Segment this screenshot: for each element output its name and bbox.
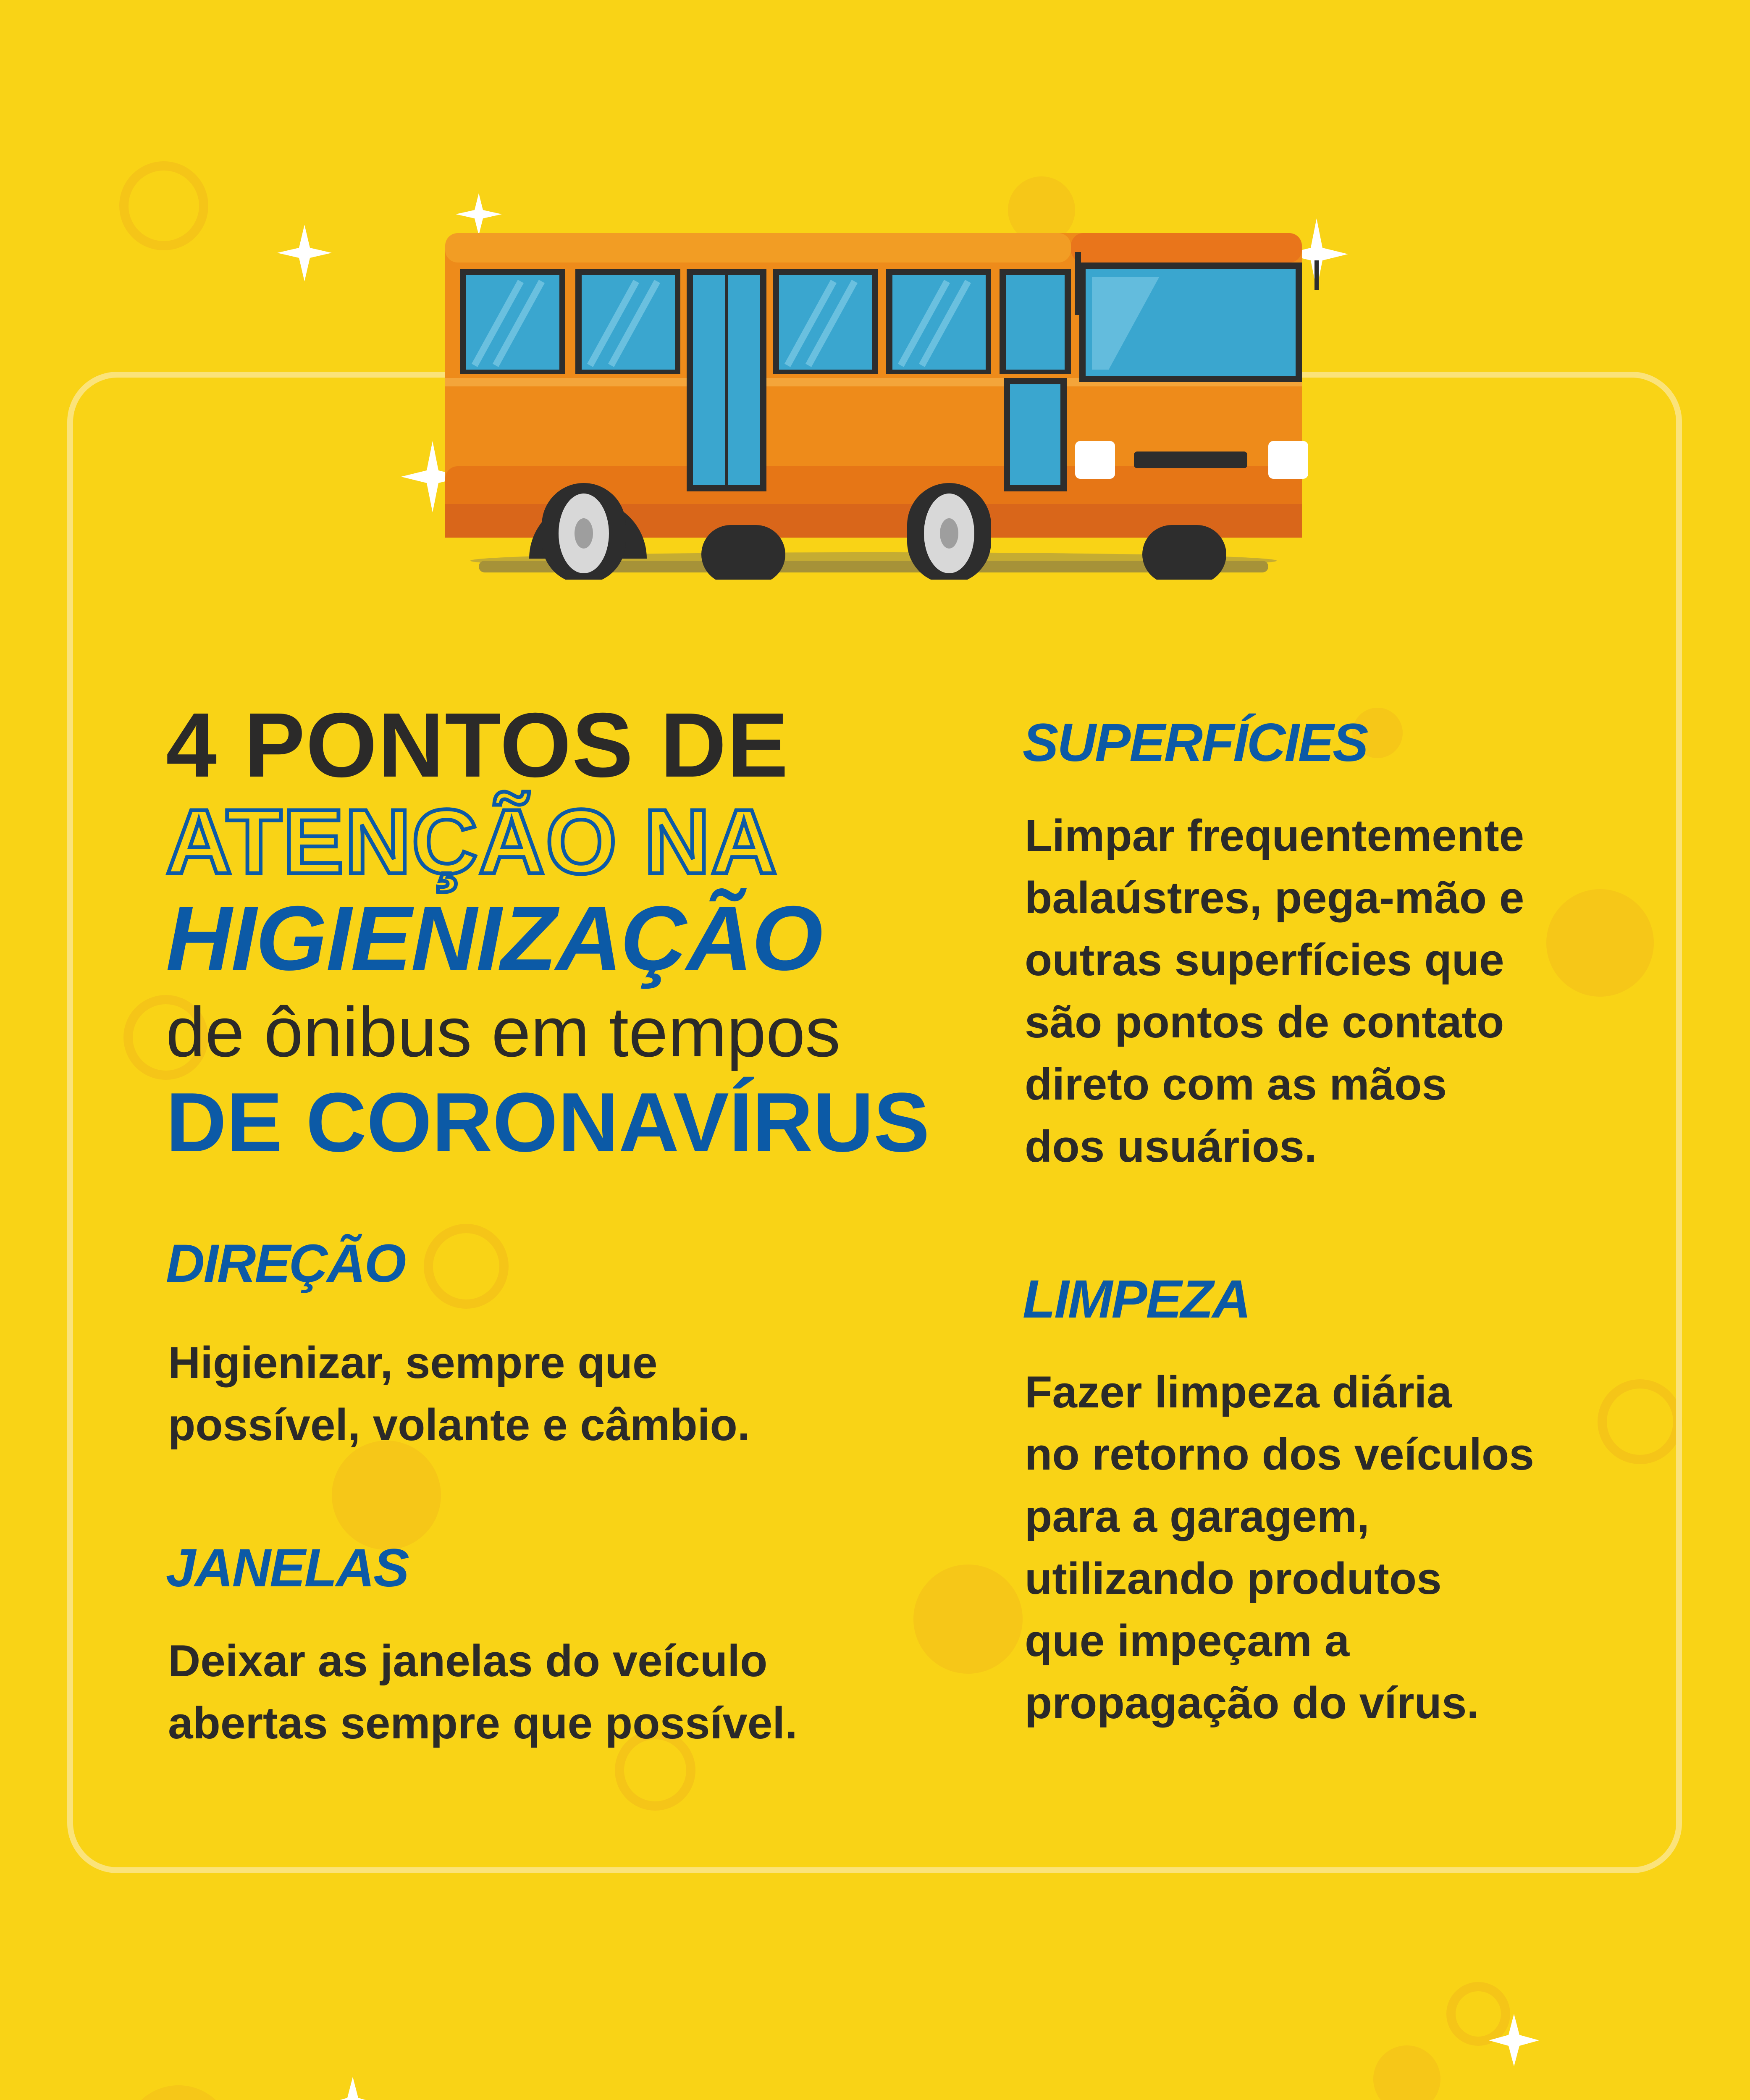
section-body-janelas [168,1630,798,1754]
section-line: dos usuários. [1025,1121,1317,1171]
section-line: propagação do vírus. [1025,1677,1480,1728]
section-body-direcao [168,1331,750,1456]
headline-line-1: 4 PONTOS DE [166,694,789,796]
section-line: Fazer limpeza diária [1025,1367,1452,1417]
section-line: no retorno dos veículos [1025,1429,1534,1479]
section-title-superficies: SUPERFÍCIES [1023,713,1367,773]
section-line: para a garagem, [1025,1491,1370,1541]
headline [166,694,930,1169]
section-title-janelas: JANELAS [166,1538,408,1598]
headline-line-4: de ônibus em tempos [166,992,841,1071]
section-line: direto com as mãos [1025,1059,1447,1109]
section-line: Limpar frequentemente [1025,810,1524,861]
section-line: outras superfícies que [1025,934,1504,985]
section-line: são pontos de contato [1025,997,1504,1047]
section-body-superficies [1025,804,1524,1177]
section-line: Deixar as janelas do veículo [168,1635,768,1686]
section-line: Higienizar, sempre que [168,1337,658,1388]
section-line: abertas sempre que possível. [168,1698,798,1748]
headline-line-3: HIGIENIZAÇÃO [166,887,822,990]
section-line: possível, volante e câmbio. [168,1399,750,1450]
section-line: que impeçam a [1025,1615,1350,1666]
section-title-limpeza: LIMPEZA [1023,1269,1250,1329]
headline-line-5: DE CORONAVÍRUS [166,1076,930,1169]
section-title-direcao: DIREÇÃO [166,1234,405,1294]
section-line: balaústres, pega-mão e [1025,872,1524,923]
headline-line-2: ATENÇÃO NA [166,791,778,893]
section-body-limpeza [1025,1361,1534,1734]
section-line: utilizando produtos [1025,1553,1442,1604]
bus-icon [437,181,1319,580]
